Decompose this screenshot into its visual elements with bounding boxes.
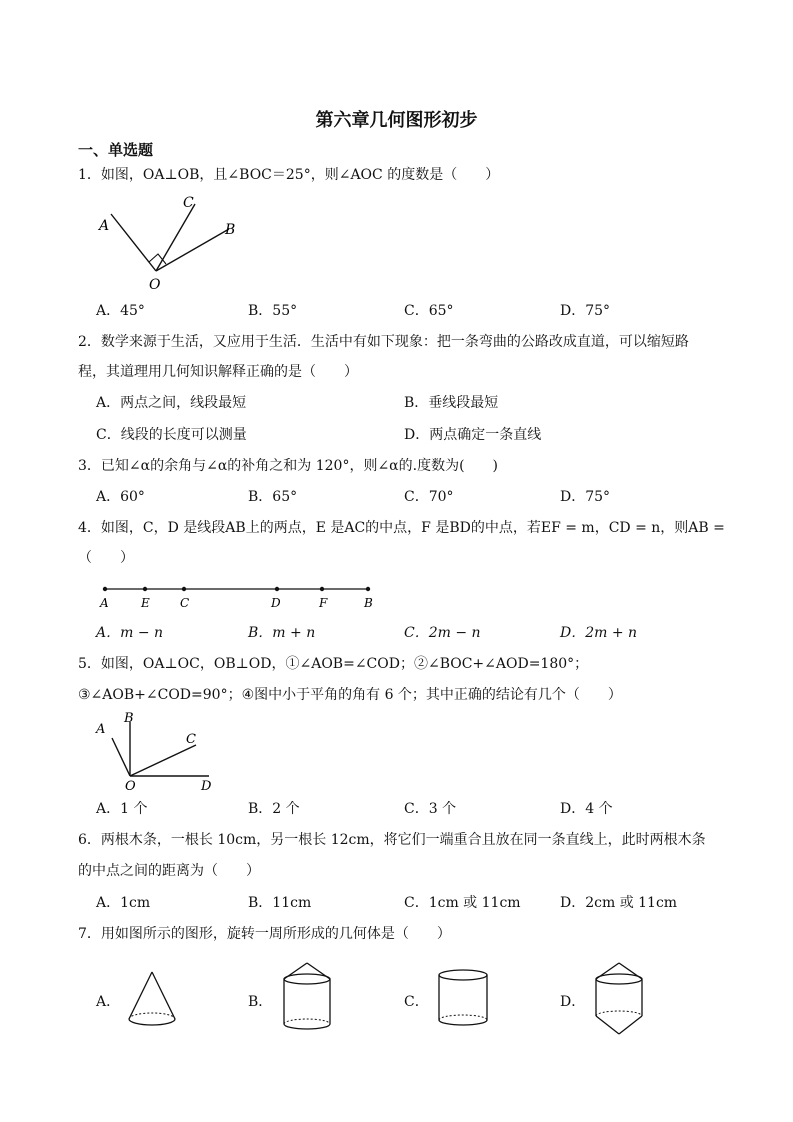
ray-oc	[156, 204, 195, 271]
ray-oa	[111, 214, 156, 271]
q4-option-b[interactable]: B．m + n	[248, 625, 316, 641]
point-e	[143, 587, 147, 591]
q4-option-a[interactable]: A．m − n	[96, 625, 164, 641]
cone-on-cylinder-icon[interactable]	[276, 960, 338, 1036]
question-2-stem-cont: 程，其道理用几何知识解释正确的是（ ）	[78, 364, 358, 380]
q3-option-d[interactable]: D．75°	[560, 489, 611, 505]
label-a: A	[96, 722, 106, 737]
q2-option-a[interactable]: A．两点之间，线段最短	[96, 395, 247, 411]
point-f	[320, 587, 324, 591]
double-cone-cylinder-icon[interactable]	[588, 960, 650, 1040]
label-o: O	[125, 779, 136, 792]
q3-option-c[interactable]: C．70°	[404, 489, 454, 505]
section-heading: 一、单选题	[78, 141, 154, 159]
q4-option-c[interactable]: C．2m − n	[404, 625, 481, 641]
q6-option-d[interactable]: D．2cm 或 11cm	[560, 895, 678, 911]
q4-option-d[interactable]: D．2m + n	[560, 625, 638, 641]
q6-option-c[interactable]: C．1cm 或 11cm	[404, 895, 521, 911]
label-c: C	[183, 195, 194, 211]
label-f: F	[319, 596, 328, 610]
page-title: 第六章几何图形初步	[315, 110, 478, 131]
q5-option-c[interactable]: C．3 个	[404, 801, 457, 817]
label-d: D	[271, 596, 281, 610]
q2-option-c[interactable]: C．线段的长度可以测量	[96, 427, 247, 443]
point-b	[366, 587, 370, 591]
label-a: A	[100, 596, 109, 610]
question-5-stem: 5．如图，OA⊥OC，OB⊥OD，①∠AOB=∠COD；②∠BOC+∠AOD=180°；	[78, 656, 589, 672]
question-6-stem: 6．两根木条，一根长 10cm，另一根长 12cm，将它们一端重合且放在同一条直线上，此时两根木条	[78, 832, 706, 848]
ray-oa	[112, 738, 130, 776]
question-2-stem: 2．数学来源于生活，又应用于生活．生活中有如下现象：把一条弯曲的公路改成直道，可以缩短路	[78, 334, 689, 350]
point-c	[182, 587, 186, 591]
label-a: A	[99, 218, 110, 234]
q5-option-a[interactable]: A．1 个	[96, 801, 148, 817]
question-1-figure	[95, 192, 245, 292]
q5-option-b[interactable]: B．2 个	[248, 801, 300, 817]
q1-option-d[interactable]: D．75°	[560, 303, 611, 319]
label-o: O	[149, 277, 161, 292]
q5-option-d[interactable]: D．4 个	[560, 801, 613, 817]
label-e: E	[141, 596, 150, 610]
q2-option-b[interactable]: B．垂线段最短	[404, 395, 499, 411]
q1-option-c[interactable]: C．65°	[404, 303, 454, 319]
q1-option-b[interactable]: B．55°	[248, 303, 298, 319]
ray-oc	[130, 745, 196, 776]
q1-option-a[interactable]: A．45°	[96, 303, 145, 319]
cone-icon[interactable]	[124, 968, 180, 1032]
question-6-stem-cont: 的中点之间的距离为（ ）	[78, 863, 260, 879]
label-b: B	[124, 711, 134, 726]
question-5-stem-cont: ③∠AOB+∠COD=90°；④图中小于平角的角有 6 个；其中正确的结论有几个（ ）	[78, 687, 622, 703]
question-4-stem: 4．如图，C，D 是线段AB上的两点，E 是AC的中点，F 是BD的中点，若EF = m，CD = n，则AB =	[78, 520, 725, 536]
q6-option-b[interactable]: B．11cm	[248, 895, 312, 911]
ray-ob	[156, 229, 229, 271]
cylinder-icon[interactable]	[434, 966, 492, 1032]
point-d	[275, 587, 279, 591]
label-d: D	[201, 779, 212, 792]
q7-option-a[interactable]: A．	[96, 994, 121, 1010]
point-a	[103, 587, 107, 591]
q7-option-c[interactable]: C．	[404, 994, 429, 1010]
q7-option-b[interactable]: B．	[248, 994, 273, 1010]
label-b: B	[225, 222, 236, 238]
label-b: B	[364, 596, 373, 610]
q2-option-d[interactable]: D．两点确定一条直线	[404, 427, 542, 443]
q6-option-a[interactable]: A．1cm	[96, 895, 151, 911]
question-7-stem: 7．用如图所示的图形，旋转一周所形成的几何体是（ ）	[78, 926, 451, 942]
q7-option-d[interactable]: D．	[560, 994, 586, 1010]
question-5-figure	[92, 710, 217, 792]
question-3-stem: 3．已知∠α的余角与∠α的补角之和为 120°，则∠α的.度数为( )	[78, 458, 499, 474]
question-4-figure	[95, 580, 385, 614]
question-4-stem-cont: （ ）	[78, 550, 134, 566]
label-c: C	[186, 732, 196, 747]
question-1-stem: 1．如图，OA⊥OB，且∠BOC＝25°，则∠AOC 的度数是（ ）	[78, 167, 500, 183]
q3-option-b[interactable]: B．65°	[248, 489, 298, 505]
label-c: C	[180, 596, 190, 610]
q3-option-a[interactable]: A．60°	[96, 489, 145, 505]
